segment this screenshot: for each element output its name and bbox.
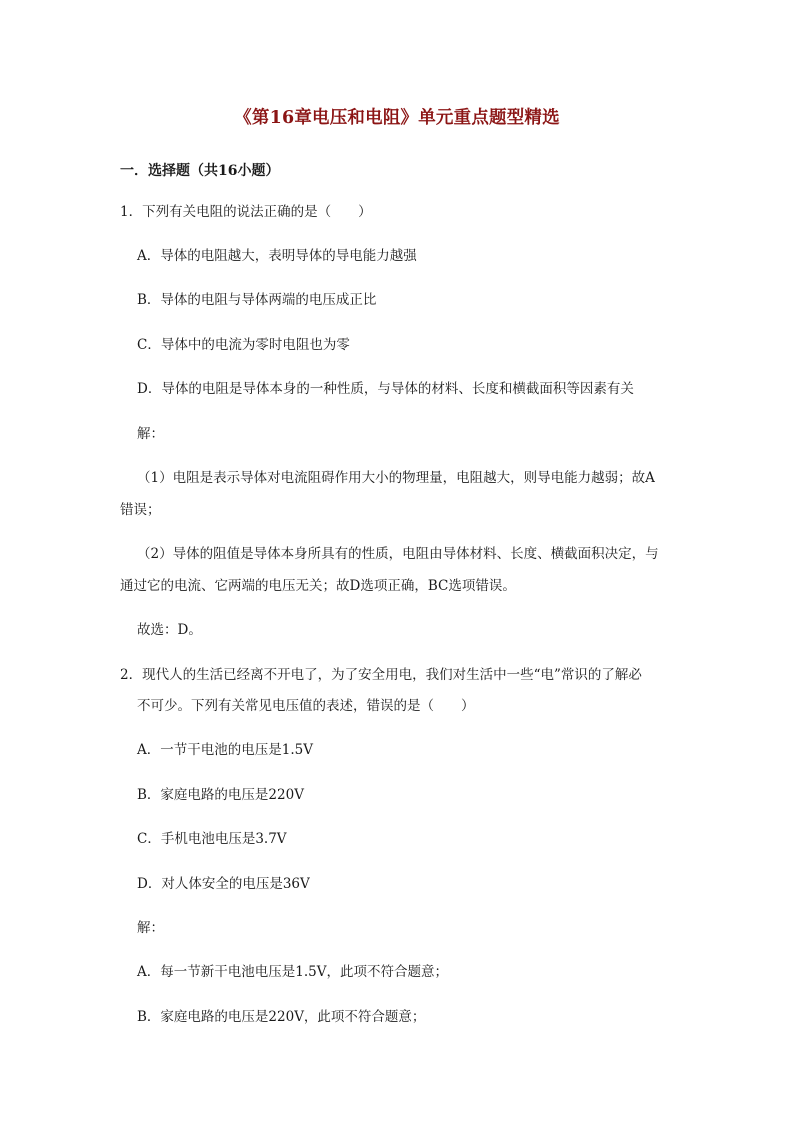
question-2-stem-line: 2．现代人的生活已经离不开电了，为了安全用电，我们对生活中一些“电”常识的了解必 [120,667,642,683]
question-2-solution-label: 解： [137,920,164,936]
question-1-analysis-line: 通过它的电流、它两端的电压无关；故D选项正确，BC选项错误。 [120,578,516,594]
question-2-option-b: B．家庭电路的电压是220V [137,787,304,803]
question-1-analysis-line: 错误； [120,502,161,518]
question-1-solution-label: 解： [137,426,164,442]
question-1-option-a: A．导体的电阻越大，表明导体的导电能力越强 [137,248,417,264]
document-title: 《第16章电压和电阻》单元重点题型精选 [234,108,560,128]
question-1-option-d: D．导体的电阻是导体本身的一种性质，与导体的材料、长度和横截面积等因素有关 [137,381,634,397]
question-1-option-c: C．导体中的电流为零时电阻也为零 [137,337,350,353]
question-1-answer: 故选：D。 [137,622,202,638]
question-1-option-b: B．导体的电阻与导体两端的电压成正比 [137,292,377,308]
question-2-option-a: A．一节干电池的电压是1.5V [137,742,313,758]
question-1-analysis-line: （1）电阻是表示导体对电流阻碍作用大小的物理量，电阻越大，则导电能力越弱；故A [137,470,655,486]
section-heading: 一．选择题（共16小题） [120,163,280,179]
question-1-analysis-line: （2）导体的阻值是导体本身所具有的性质，电阻由导体材料、长度、横截面积决定，与 [137,546,659,562]
question-2-analysis-line: A．每一节新干电池电压是1.5V，此项不符合题意； [137,964,448,980]
question-2-analysis-line: B．家庭电路的电压是220V，此项不符合题意； [137,1009,426,1025]
question-1-stem: 1．下列有关电阻的说法正确的是（ ） [120,204,372,220]
question-2-option-d: D．对人体安全的电压是36V [137,876,310,892]
question-2-stem-line: 不可少。下列有关常见电压值的表述，错误的是（ ） [137,698,475,714]
question-2-option-c: C．手机电池电压是3.7V [137,831,287,847]
